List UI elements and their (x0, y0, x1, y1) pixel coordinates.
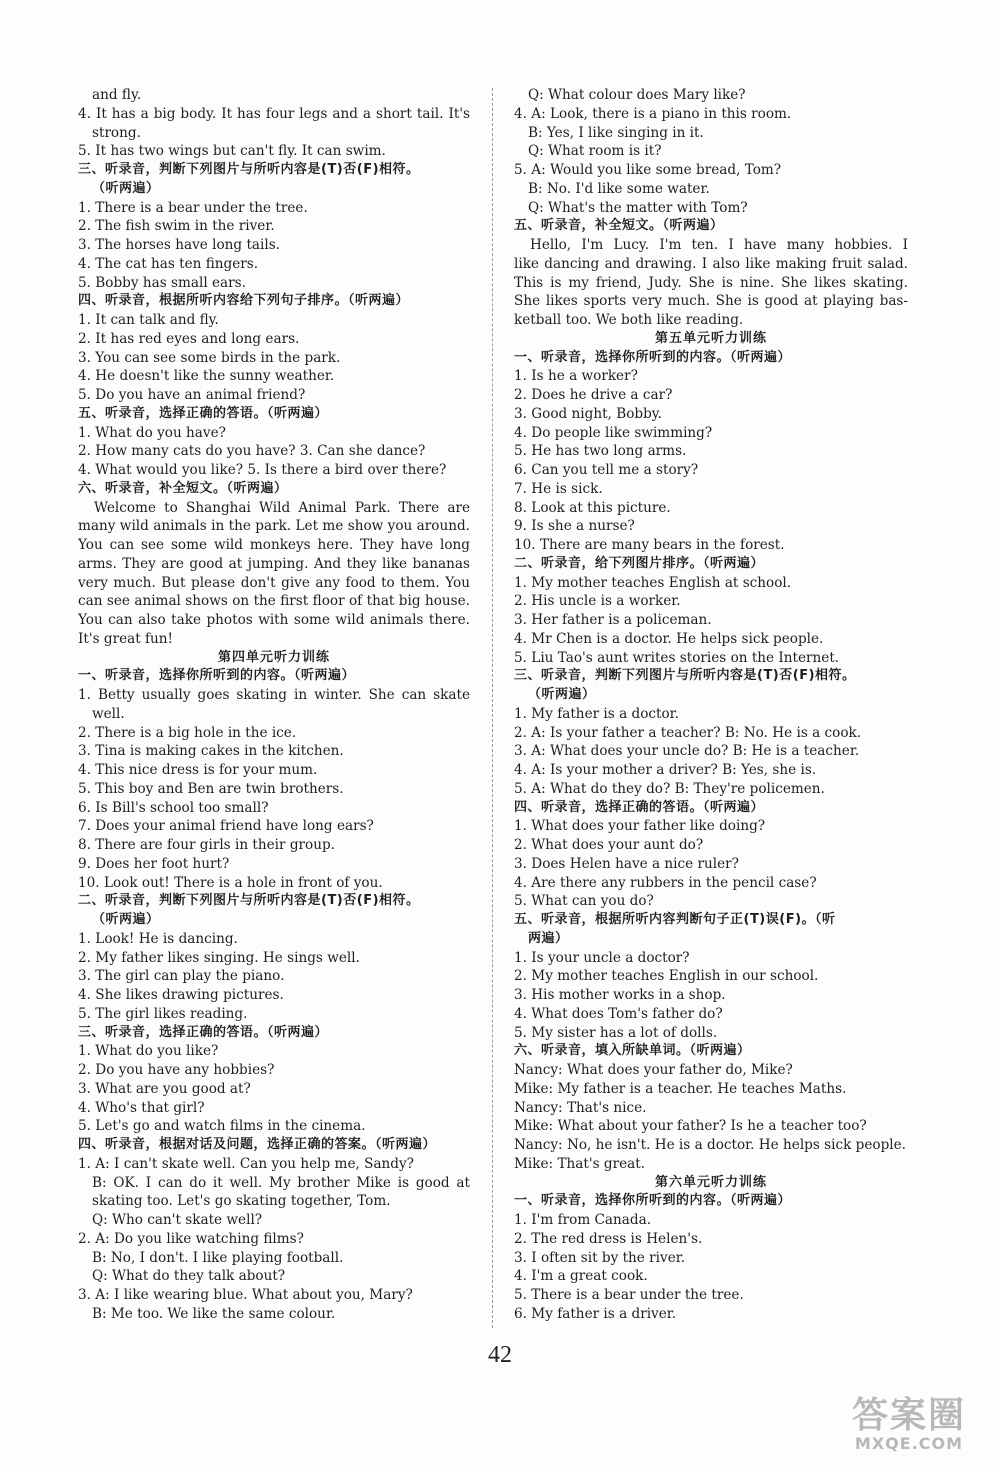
section-heading: 五、听录音，根据所听内容判断句子正(T)误(F)。（听 (514, 912, 836, 927)
text-line: Nancy: No, he isn't. He is a doctor. He helps sick people. (514, 1137, 907, 1153)
section-heading: 一、听录音，选择你所听到的内容。（听两遍） (78, 668, 356, 684)
text-line: 1. My mother teaches English at school. (514, 574, 792, 591)
text-line: B: Yes, I like singing in it. (528, 124, 704, 141)
text-line: 1. Look! He is dancing. (78, 930, 238, 947)
text-line: 5. Liu Tao's aunt writes stories on the Internet. (514, 649, 840, 666)
text-line: 3. Does Helen have a nice ruler? (514, 855, 739, 872)
text-line: 5. A: What do they do? B: They're policemen. (514, 780, 825, 797)
section-heading: 五、听录音，选择正确的答语。（听两遍） (78, 405, 329, 421)
text-line: 5. My sister has a lot of dolls. (514, 1024, 718, 1041)
text-line: 1. There is a bear under the tree. (78, 199, 308, 216)
text-line: 3. You can see some birds in the park. (78, 349, 341, 366)
text-line: 6. Can you tell me a story? (514, 462, 699, 478)
section-heading: 六、听录音，填入所缺单词。（听两遍） (514, 1043, 751, 1059)
text-line: 2. It has red eyes and long ears. (78, 330, 300, 347)
text-line: 4. Who's that girl? (78, 1099, 205, 1116)
section-heading: （听两遍） (92, 180, 160, 196)
column-divider (492, 88, 493, 1328)
text-line: 4. What would you like? 5. Is there a bird over there? (78, 462, 447, 478)
text-line: 4. What does Tom's father do? (514, 1005, 723, 1022)
text-line: 4. She likes drawing pictures. (78, 987, 284, 1003)
text-line: You can see some wild monkeys here. They have long (78, 537, 470, 553)
section-heading: 五、听录音，补全短文。（听两遍） (514, 218, 724, 234)
section-heading: 两遍） (528, 930, 569, 946)
section-heading: 六、听录音，补全短文。（听两遍） (78, 480, 288, 496)
unit-title: 第四单元听力训练 (217, 649, 330, 665)
section-heading: 三、听录音，选择正确的答语。（听两遍） (78, 1024, 329, 1040)
text-line: 10. Look out! There is a hole in front of you. (78, 874, 383, 891)
text-line: Nancy: That's nice. (514, 1099, 647, 1116)
text-line: 7. He is sick. (514, 480, 603, 497)
text-line: 2. Do you have any hobbies? (78, 1062, 275, 1078)
text-line: 5. This boy and Ben are twin brothers. (78, 780, 344, 797)
watermark-url: MXQE.COM (854, 1434, 964, 1453)
unit-title: 第六单元听力训练 (654, 1174, 767, 1190)
section-heading: 二、听录音，给下列图片排序。（听两遍） (514, 555, 765, 571)
section-heading: 一、听录音，选择你所听到的内容。（听两遍） (514, 349, 792, 365)
text-line: 1. I'm from Canada. (514, 1212, 652, 1228)
text-line: Q: What's the matter with Tom? (528, 199, 748, 216)
text-line: 2. There is a big hole in the ice. (78, 724, 297, 741)
unit-title: 第五单元听力训练 (654, 330, 767, 346)
text-line: 3. A: I like wearing blue. What about you, Mary? (78, 1287, 413, 1303)
text-line: Q: What room is it? (528, 143, 662, 160)
text-line: 9. Is she a nurse? (514, 518, 635, 535)
text-line: 1. What do you like? (78, 1043, 219, 1060)
text-line: 7. Does your animal friend have long ears? (78, 818, 374, 835)
text-line: Q: Who can't skate well? (92, 1212, 263, 1228)
text-line: 1. What do you have? (78, 424, 226, 441)
text-line: Q: What colour does Mary like? (528, 87, 746, 103)
text-line: B: Me too. We like the same colour. (92, 1305, 336, 1322)
text-line: 2. The fish swim in the river. (78, 218, 275, 235)
text-line: You can also take photos with some wild animals there. (78, 612, 470, 628)
text-line: 4. I'm a great cook. (514, 1268, 648, 1285)
text-line: 4. Mr Chen is a doctor. He helps sick people. (514, 630, 824, 647)
text-line: very much. But please don't give any food to them. You (78, 574, 470, 591)
text-line: Hello, I'm Lucy. I'm ten. I have many hobbies. I (530, 237, 908, 253)
text-line: 2. The red dress is Helen's. (514, 1230, 703, 1247)
watermark-logo-text: 答案圈 (851, 1395, 966, 1436)
text-line: 5. He has two long arms. (514, 443, 687, 460)
text-line: 4. This nice dress is for your mum. (78, 762, 318, 778)
text-line: 6. Is Bill's school too small? (78, 799, 269, 816)
text-line: 1. Betty usually goes skating in winter. She can skate (78, 687, 470, 703)
text-line: 4. A: Is your mother a driver? B: Yes, she is. (514, 762, 817, 778)
text-line: 2. What does your aunt do? (514, 837, 704, 853)
section-heading: 三、听录音，判断下列图片与所听内容是(T)否(F)相符。 (78, 162, 420, 177)
text-line: 4. A: Look, there is a piano in this room. (514, 105, 792, 122)
text-line: 3. A: What does your uncle do? B: He is a teacher. (514, 743, 860, 760)
section-heading: 一、听录音，选择你所听到的内容。（听两遍） (514, 1193, 792, 1209)
text-line: 5. There is a bear under the tree. (514, 1287, 744, 1303)
text-line: 5. The girl likes reading. (78, 1005, 248, 1022)
text-line: It's great fun! (78, 630, 174, 647)
text-line: 2. How many cats do you have? 3. Can she dance? (78, 443, 426, 460)
text-line: 5. Do you have an animal friend? (78, 387, 306, 403)
text-line: 8. There are four girls in their group. (78, 837, 335, 853)
text-line: Mike: That's great. (514, 1155, 646, 1172)
text-line: 9. Does her foot hurt? (78, 855, 230, 872)
text-line: 10. There are many bears in the forest. (514, 537, 785, 553)
right-column (514, 86, 908, 1324)
text-line: 3. Tina is making cakes in the kitchen. (78, 743, 344, 760)
text-line: 4. Are there any rubbers in the pencil case? (514, 874, 817, 891)
text-line: 4. The cat has ten fingers. (78, 255, 259, 272)
section-heading: 二、听录音，判断下列图片与所听内容是(T)否(F)相符。 (78, 893, 420, 909)
text-line: 4. He doesn't like the sunny weather. (78, 368, 335, 385)
text-line: many wild animals in the park. Let me show you around. (78, 518, 470, 535)
text-line: 1. A: I can't skate well. Can you help me, Sandy? (78, 1155, 414, 1172)
text-line: 1. It can talk and fly. (78, 312, 219, 328)
text-line: 1. My father is a doctor. (514, 705, 679, 722)
text-line: well. (92, 705, 125, 722)
text-line: 2. A: Is your father a teacher? B: No. He is a cook. (514, 724, 862, 741)
left-column (78, 86, 470, 1324)
text-line: 3. The girl can play the piano. (78, 968, 285, 985)
text-line: 6. My father is a driver. (514, 1305, 677, 1322)
text-line: 3. What are you good at? (78, 1080, 251, 1097)
text-line: 8. Look at this picture. (514, 499, 671, 516)
text-line: Nancy: What does your father do, Mike? (514, 1062, 793, 1078)
text-line: 2. Does he drive a car? (514, 387, 673, 403)
section-heading: （听两遍） (528, 687, 596, 702)
text-line: 5. Let's go and watch films in the cinema. (78, 1118, 366, 1135)
section-heading: （听两遍） (92, 912, 160, 927)
text-line: 1. What does your father like doing? (514, 818, 766, 835)
text-line: This is my friend, Judy. She is nine. She likes skating. (514, 274, 908, 291)
text-line: Mike: What about your father? Is he a teacher too? (514, 1118, 867, 1135)
text-line: Welcome to Shanghai Wild Animal Park. There are (94, 499, 470, 516)
text-line: 1. Is your uncle a doctor? (514, 949, 690, 966)
text-line: 2. My mother teaches English in our school. (514, 968, 819, 985)
text-line: 5. Bobby has small ears. (78, 274, 246, 291)
text-line: Q: What do they talk about? (92, 1268, 286, 1285)
text-line: 2. My father likes singing. He sings well. (78, 949, 360, 966)
text-line: strong. (92, 124, 141, 141)
section-heading: 四、听录音，根据对话及问题，选择正确的答案。（听两遍） (78, 1137, 437, 1152)
text-line: 4. It has a big body. It has four legs and a short tail. It's (78, 105, 470, 122)
text-line: Mike: My father is a teacher. He teaches Maths. (514, 1080, 847, 1097)
text-line: B: OK. I can do it well. My brother Mike is good at (92, 1174, 470, 1191)
text-line: B: No, I don't. I like playing football. (92, 1249, 344, 1266)
text-line: 2. His uncle is a worker. (514, 593, 681, 610)
text-line: 5. What can you do? (514, 893, 654, 910)
text-line: 5. A: Would you like some bread, Tom? (514, 162, 782, 178)
text-line: and fly. (92, 87, 142, 103)
text-line: 3. I often sit by the river. (514, 1249, 686, 1266)
text-line: 5. It has two wings but can't fly. It can swim. (78, 143, 386, 160)
text-line: ketball too. We both like reading. (514, 312, 744, 328)
section-heading: 三、听录音，判断下列图片与所听内容是(T)否(F)相符。 (514, 668, 856, 684)
section-heading: 四、听录音，根据所听内容给下列句子排序。（听两遍） (78, 293, 410, 309)
watermark-logo (834, 1387, 984, 1453)
text-line: can see animal shows on the first floor of that big house. (78, 593, 470, 610)
text-line: 3. Good night, Bobby. (514, 405, 662, 422)
page-number: 42 (488, 1342, 512, 1368)
text-line: 3. The horses have long tails. (78, 237, 281, 253)
text-line: 3. Her father is a policeman. (514, 612, 712, 628)
text-line: skating too. Let's go skating together, Tom. (92, 1193, 391, 1210)
text-line: 3. His mother works in a shop. (514, 987, 726, 1003)
text-line: like dancing and drawing. I also like making fruit salad. (514, 255, 908, 272)
section-heading: 四、听录音，选择正确的答语。（听两遍） (514, 799, 765, 815)
text-line: arms. They are good at jumping. And they like bananas (78, 555, 470, 572)
text-line: 4. Do people like swimming? (514, 424, 713, 441)
text-line: B: No. I'd like some water. (528, 180, 710, 197)
text-line: She likes sports very much. She is good at playing bas- (514, 293, 908, 310)
text-line: 1. Is he a worker? (514, 368, 638, 385)
text-line: 2. A: Do you like watching films? (78, 1230, 304, 1247)
